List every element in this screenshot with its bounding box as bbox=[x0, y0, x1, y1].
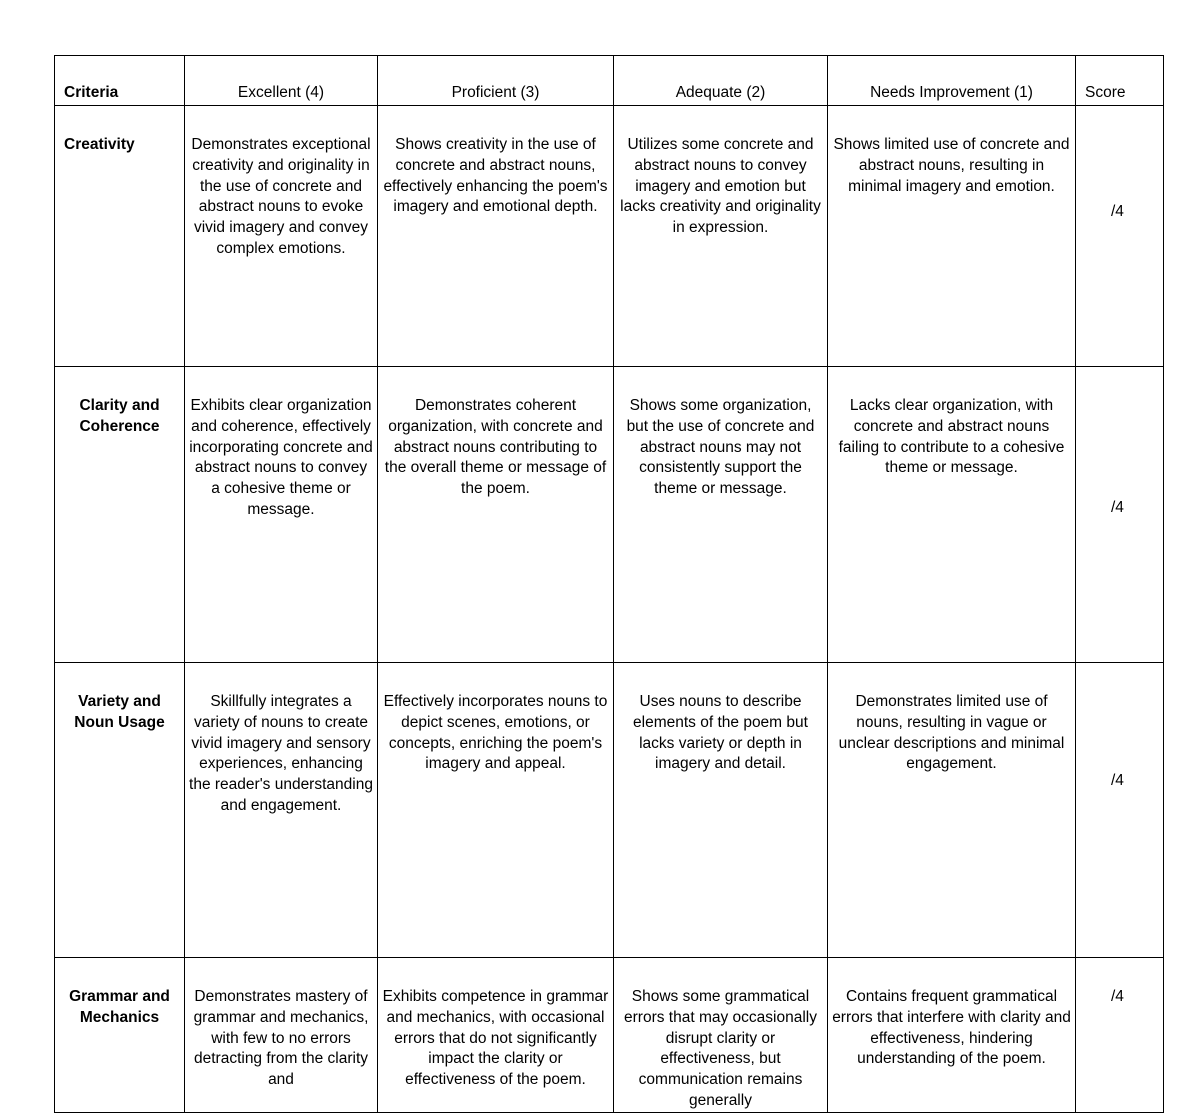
needs-improvement-cell: Lacks clear organization, with concrete and abstract nouns failing to contribute to a cohesive theme or message. bbox=[828, 367, 1076, 663]
criteria-cell: Variety and Noun Usage bbox=[55, 663, 185, 958]
score-cell: /4 bbox=[1076, 663, 1164, 958]
criteria-cell: Creativity bbox=[55, 106, 185, 367]
excellent-cell: Demonstrates exceptional creativity and originality in the use of concrete and abstract nouns to evoke vivid imagery and convey complex emotions. bbox=[185, 106, 378, 367]
header-criteria: Criteria bbox=[55, 56, 185, 106]
adequate-cell: Utilizes some concrete and abstract nouns to convey imagery and emotion but lacks creativity and originality in expression. bbox=[614, 106, 828, 367]
header-row bbox=[55, 56, 1164, 106]
proficient-cell: Effectively incorporates nouns to depict scenes, emotions, or concepts, enriching the poem's imagery and appeal. bbox=[378, 663, 614, 958]
excellent-cell: Skillfully integrates a variety of nouns to create vivid imagery and sensory experiences, enhancing the reader's understanding and engagement. bbox=[185, 663, 378, 958]
table-row-variety bbox=[55, 663, 1164, 958]
proficient-cell: Demonstrates coherent organization, with concrete and abstract nouns contributing to the overall theme or message of the poem. bbox=[378, 367, 614, 663]
needs-improvement-cell: Demonstrates limited use of nouns, resulting in vague or unclear descriptions and minimal engagement. bbox=[828, 663, 1076, 958]
header-proficient: Proficient (3) bbox=[378, 56, 614, 106]
header-needs-improvement: Needs Improvement (1) bbox=[828, 56, 1076, 106]
needs-improvement-cell: Contains frequent grammatical errors that interfere with clarity and effectiveness, hindering understanding of the poem. bbox=[828, 958, 1076, 1113]
table-row-creativity bbox=[55, 106, 1164, 367]
table-row-clarity bbox=[55, 367, 1164, 663]
rubric-table bbox=[54, 55, 1164, 1113]
score-cell: /4 bbox=[1076, 958, 1164, 1113]
proficient-cell: Shows creativity in the use of concrete and abstract nouns, effectively enhancing the poem's imagery and emotional depth. bbox=[378, 106, 614, 367]
adequate-cell: Shows some organization, but the use of concrete and abstract nouns may not consistently support the theme or message. bbox=[614, 367, 828, 663]
criteria-cell: Clarity and Coherence bbox=[55, 367, 185, 663]
criteria-cell: Grammar and Mechanics bbox=[55, 958, 185, 1113]
proficient-cell: Exhibits competence in grammar and mechanics, with occasional errors that do not significantly impact the clarity or effectiveness of the poem. bbox=[378, 958, 614, 1113]
score-cell: /4 bbox=[1076, 106, 1164, 367]
excellent-cell: Exhibits clear organization and coherence, effectively incorporating concrete and abstract nouns to convey a cohesive theme or message. bbox=[185, 367, 378, 663]
score-cell: /4 bbox=[1076, 367, 1164, 663]
header-adequate: Adequate (2) bbox=[614, 56, 828, 106]
adequate-cell: Shows some grammatical errors that may occasionally disrupt clarity or effectiveness, but communication remains generally bbox=[614, 958, 828, 1113]
adequate-cell: Uses nouns to describe elements of the poem but lacks variety or depth in imagery and detail. bbox=[614, 663, 828, 958]
needs-improvement-cell: Shows limited use of concrete and abstract nouns, resulting in minimal imagery and emotion. bbox=[828, 106, 1076, 367]
table-row-grammar bbox=[55, 958, 1164, 1113]
excellent-cell: Demonstrates mastery of grammar and mechanics, with few to no errors detracting from the clarity and bbox=[185, 958, 378, 1113]
header-score: Score bbox=[1076, 56, 1164, 106]
header-excellent: Excellent (4) bbox=[185, 56, 378, 106]
